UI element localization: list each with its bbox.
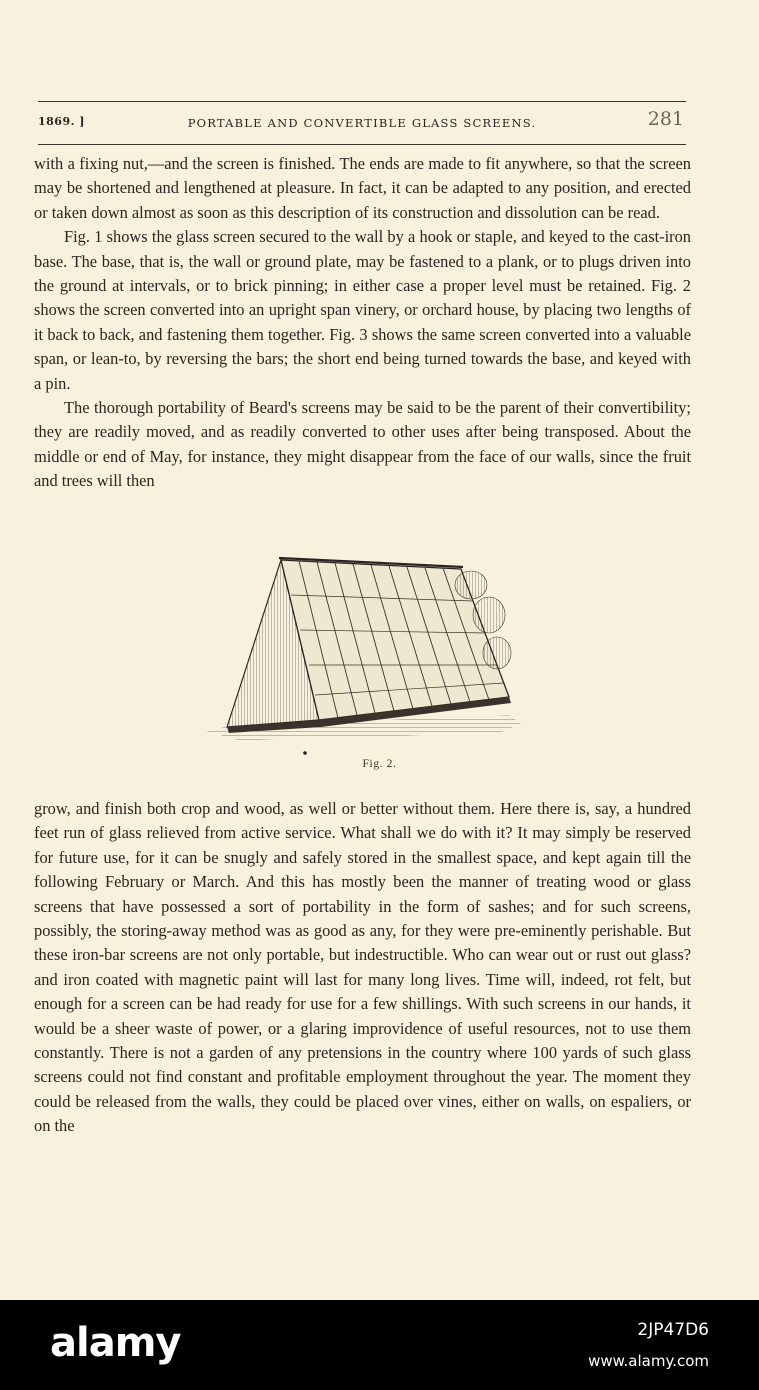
figure-caption: Fig. 2. [362, 758, 397, 770]
running-header [38, 101, 686, 145]
paragraph: with a fixing nut,—and the screen is finished. The ends are made to fit anywhere, so that the screen may be shortened and lengthened at pleasure. In fact, it can be adapted to any position, and erected or taken down almost as soon as this description of its construction and dissolution can be read. [34, 154, 691, 222]
page-number: 281 [647, 108, 684, 130]
body-text-bottom [34, 797, 691, 1139]
figure-span-vinery-engraving [199, 555, 523, 755]
header-title: PORTABLE AND CONVERTIBLE GLASS SCREENS. [187, 116, 537, 130]
body-text-top [34, 152, 691, 494]
paragraph: The thorough portability of Beard's screens may be said to be the parent of their convertibility; they are readily moved, and as readily converted to other uses after being transposed. About the middle or end of May, for instance, they might disappear from the face of our walls, since the fruit and trees will then [34, 398, 691, 491]
image-id: 2JP47D6 [637, 1320, 709, 1340]
paragraph: grow, and finish both crop and wood, as well or better without them. Here there is, say, a hundred feet run of glass relieved from active service. What shall we do with it? It may simply be reserved for future use, for it can be snugly and safely stored in the smallest space, and kept again till the following February or March. And this has mostly been the manner of treating wood or glass screens that have possessed a sort of portability in the form of sashes; and for such screens, possibly, the storing-away method was as good as any, for they were pre-eminently perishable. But these iron-bar screens are not only portable, but indestructible. Who can wear out or rust out glass? and iron coated with magnetic paint will last for many long lives. Time will, indeed, rot felt, but enough for a screen can be had ready for use for a few shillings. With such screens in our hands, it would be a sheer waste of power, or a glaring improvidence of useful resources, not to use them constantly. There is not a garden of any pretensions in the country where 100 yards of such glass screens could not find constant and profitable employment throughout the year. The moment they could be released from the walls, they could be placed over vines, either on walls, on espaliers, or on the [34, 799, 691, 1136]
alamy-logo: alamy [50, 1320, 181, 1366]
stock-photo-banner [0, 1300, 759, 1390]
paragraph: Fig. 1 shows the glass screen secured to the wall by a hook or staple, and keyed to the cast-iron base. The base, that is, the wall or ground plate, may be fastened to a plank, or to plugs driven into the ground at intervals, or to brick pinning; in either case a proper level must be retained. Fig. 2 shows the screen converted into an upright span vinery, or orchard house, by placing two lengths of it back to back, and fastening them together. Fig. 3 shows the same screen converted into a valuable span, or lean-to, by reversing the bars; the short end being turned towards the base, and keyed with a pin. [34, 227, 691, 393]
banner-url: www.alamy.com [588, 1352, 709, 1370]
header-year: 1869. ] [38, 115, 85, 128]
